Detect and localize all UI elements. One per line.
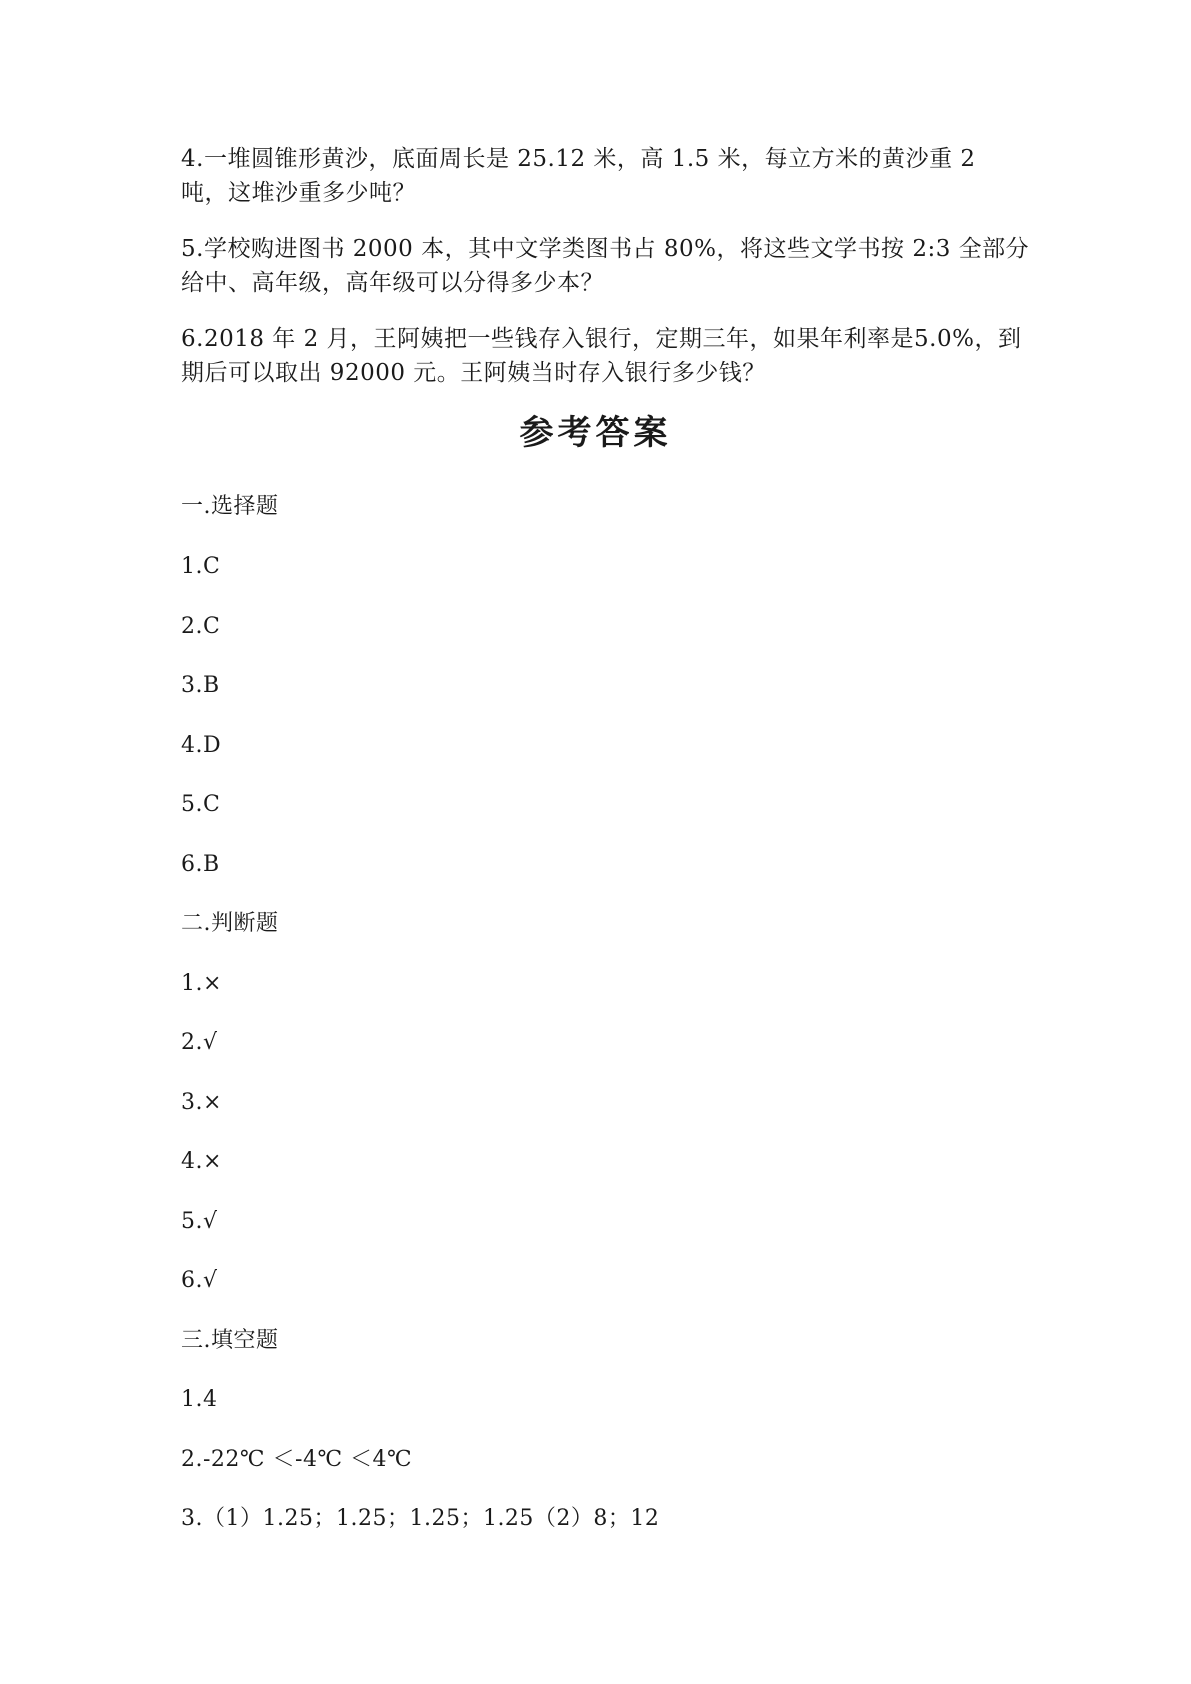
question-5-line-2: 给中、高年级，高年级可以分得多少本？ xyxy=(181,270,604,296)
judgement-answer-2: 2.√ xyxy=(181,1030,218,1055)
choice-answer-6: 6.B xyxy=(181,852,220,877)
question-6-line-2: 期后可以取出 92000 元。王阿姨当时存入银行多少钱？ xyxy=(181,360,766,386)
question-5 xyxy=(181,232,1030,300)
choice-answer-2: 2.C xyxy=(181,614,221,639)
question-4-line-1: 4.一堆圆锥形黄沙，底面周长是 25.12 米，高 1.5 米，每立方米的黄沙重 2 xyxy=(181,146,976,172)
judgement-answer-5: 5.√ xyxy=(181,1209,218,1234)
choice-answer-1: 1.C xyxy=(181,554,221,579)
fill-blank-answer-1: 1.4 xyxy=(181,1387,218,1412)
section-title-fill-blank: 三.填空题 xyxy=(181,1328,279,1353)
question-6 xyxy=(181,322,1021,390)
judgement-answer-6: 6.√ xyxy=(181,1268,218,1293)
answer-key-title: 参考答案 xyxy=(519,413,672,453)
choice-answer-3: 3.B xyxy=(181,673,220,698)
fill-blank-answer-2: 2.-22℃ ＜-4℃ ＜4℃ xyxy=(181,1447,413,1472)
section-title-judgement: 二.判断题 xyxy=(181,911,279,936)
question-5-line-1: 5.学校购进图书 2000 本，其中文学类图书占 80%，将这些文学书按 2:3 全部分 xyxy=(181,236,1030,262)
choice-answer-4: 4.D xyxy=(181,733,222,758)
judgement-answer-3: 3.× xyxy=(181,1090,222,1115)
section-title-choice: 一.选择题 xyxy=(181,494,279,519)
judgement-answer-1: 1.× xyxy=(181,971,222,996)
choice-answer-5: 5.C xyxy=(181,792,221,817)
question-6-line-1: 6.2018 年 2 月，王阿姨把一些钱存入银行，定期三年，如果年利率是5.0%，到 xyxy=(181,326,1022,352)
fill-blank-answer-3: 3.（1）1.25；1.25；1.25；1.25（2）8；12 xyxy=(181,1506,660,1531)
judgement-answer-4: 4.× xyxy=(181,1149,222,1174)
question-4 xyxy=(181,142,1021,210)
question-4-line-2: 吨，这堆沙重多少吨？ xyxy=(181,180,416,206)
